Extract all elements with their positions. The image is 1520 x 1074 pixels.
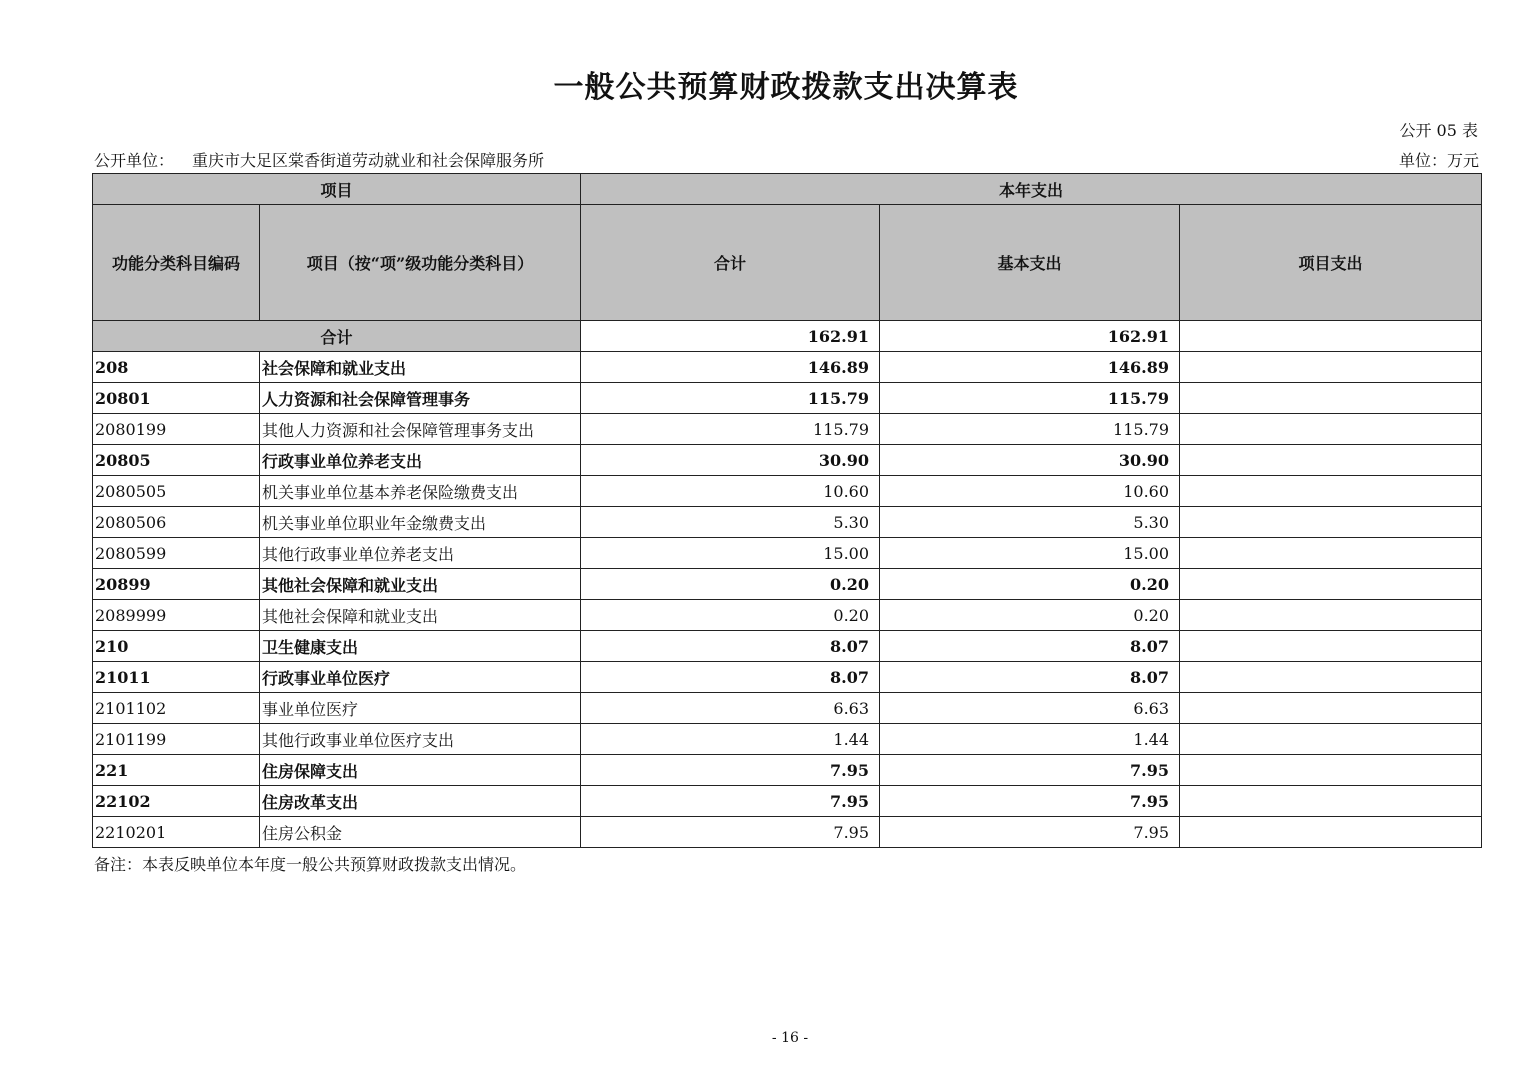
row-code: 210 bbox=[93, 631, 260, 662]
row-basic: 0.20 bbox=[880, 600, 1180, 631]
row-basic: 7.95 bbox=[880, 786, 1180, 817]
row-project bbox=[1180, 538, 1482, 569]
row-basic: 1.44 bbox=[880, 724, 1180, 755]
row-code: 208 bbox=[93, 352, 260, 383]
row-total: 7.95 bbox=[581, 786, 880, 817]
row-total: 1.44 bbox=[581, 724, 880, 755]
row-project bbox=[1180, 445, 1482, 476]
row-name: 机关事业单位职业年金缴费支出 bbox=[260, 507, 581, 538]
header-row-1 bbox=[93, 174, 1482, 205]
row-project bbox=[1180, 352, 1482, 383]
page-number: - 16 - bbox=[771, 1030, 809, 1046]
table-row bbox=[93, 631, 1482, 662]
row-code: 2210201 bbox=[93, 817, 260, 848]
row-project bbox=[1180, 755, 1482, 786]
table-row bbox=[93, 445, 1482, 476]
form-number: 公开 05 表 bbox=[1399, 121, 1478, 140]
org-info bbox=[94, 148, 544, 171]
row-code: 2080199 bbox=[93, 414, 260, 445]
header-project-expense: 项目支出 bbox=[1180, 205, 1482, 321]
row-name: 住房保障支出 bbox=[260, 755, 581, 786]
total-project-value bbox=[1180, 321, 1482, 352]
row-basic: 115.79 bbox=[880, 414, 1180, 445]
total-value: 162.91 bbox=[581, 321, 880, 352]
row-name: 住房公积金 bbox=[260, 817, 581, 848]
row-name: 行政事业单位医疗 bbox=[260, 662, 581, 693]
header-row-2 bbox=[93, 205, 1482, 321]
row-total: 146.89 bbox=[581, 352, 880, 383]
row-total: 115.79 bbox=[581, 383, 880, 414]
row-project bbox=[1180, 662, 1482, 693]
row-project bbox=[1180, 569, 1482, 600]
row-total: 10.60 bbox=[581, 476, 880, 507]
row-basic: 7.95 bbox=[880, 817, 1180, 848]
row-total: 6.63 bbox=[581, 693, 880, 724]
row-basic: 15.00 bbox=[880, 538, 1180, 569]
header-code: 功能分类科目编码 bbox=[93, 205, 260, 321]
row-total: 7.95 bbox=[581, 817, 880, 848]
header-project: 项目 bbox=[93, 174, 581, 205]
table-row bbox=[93, 817, 1482, 848]
row-basic: 6.63 bbox=[880, 693, 1180, 724]
row-total: 0.20 bbox=[581, 569, 880, 600]
row-code: 2080506 bbox=[93, 507, 260, 538]
row-name: 其他行政事业单位医疗支出 bbox=[260, 724, 581, 755]
row-total: 8.07 bbox=[581, 631, 880, 662]
row-project bbox=[1180, 383, 1482, 414]
header-basic: 基本支出 bbox=[880, 205, 1180, 321]
table-row bbox=[93, 538, 1482, 569]
table-row bbox=[93, 662, 1482, 693]
row-code: 21011 bbox=[93, 662, 260, 693]
row-name: 住房改革支出 bbox=[260, 786, 581, 817]
table-row bbox=[93, 600, 1482, 631]
row-total: 7.95 bbox=[581, 755, 880, 786]
row-basic: 5.30 bbox=[880, 507, 1180, 538]
row-basic: 7.95 bbox=[880, 755, 1180, 786]
row-name: 其他社会保障和就业支出 bbox=[260, 600, 581, 631]
table-row bbox=[93, 786, 1482, 817]
table-row bbox=[93, 352, 1482, 383]
row-project bbox=[1180, 476, 1482, 507]
org-name: 重庆市大足区棠香街道劳动就业和社会保障服务所 bbox=[192, 151, 545, 170]
table-row bbox=[93, 693, 1482, 724]
footnote: 备注：本表反映单位本年度一般公共预算财政拨款支出情况。 bbox=[94, 855, 527, 874]
table-row bbox=[93, 507, 1482, 538]
row-code: 20801 bbox=[93, 383, 260, 414]
row-project bbox=[1180, 414, 1482, 445]
row-code: 2101102 bbox=[93, 693, 260, 724]
row-basic: 8.07 bbox=[880, 631, 1180, 662]
row-basic: 8.07 bbox=[880, 662, 1180, 693]
row-project bbox=[1180, 600, 1482, 631]
table-row bbox=[93, 414, 1482, 445]
row-total: 0.20 bbox=[581, 600, 880, 631]
row-code: 2089999 bbox=[93, 600, 260, 631]
header-total: 合计 bbox=[581, 205, 880, 321]
total-basic-value: 162.91 bbox=[880, 321, 1180, 352]
row-total: 5.30 bbox=[581, 507, 880, 538]
row-code: 22102 bbox=[93, 786, 260, 817]
total-row bbox=[93, 321, 1482, 352]
table-row bbox=[93, 724, 1482, 755]
row-code: 221 bbox=[93, 755, 260, 786]
row-total: 8.07 bbox=[581, 662, 880, 693]
table-row bbox=[93, 755, 1482, 786]
table-row bbox=[93, 569, 1482, 600]
row-basic: 146.89 bbox=[880, 352, 1180, 383]
row-project bbox=[1180, 631, 1482, 662]
row-name: 其他行政事业单位养老支出 bbox=[260, 538, 581, 569]
unit-label: 单位：万元 bbox=[1398, 151, 1479, 170]
row-total: 30.90 bbox=[581, 445, 880, 476]
expenditure-table bbox=[92, 173, 1482, 848]
row-total: 15.00 bbox=[581, 538, 880, 569]
total-label: 合计 bbox=[93, 321, 581, 352]
row-name: 其他人力资源和社会保障管理事务支出 bbox=[260, 414, 581, 445]
row-project bbox=[1180, 724, 1482, 755]
table-row bbox=[93, 476, 1482, 507]
row-name: 其他社会保障和就业支出 bbox=[260, 569, 581, 600]
row-name: 人力资源和社会保障管理事务 bbox=[260, 383, 581, 414]
row-name: 社会保障和就业支出 bbox=[260, 352, 581, 383]
row-code: 2101199 bbox=[93, 724, 260, 755]
table-row bbox=[93, 383, 1482, 414]
row-code: 2080599 bbox=[93, 538, 260, 569]
row-basic: 115.79 bbox=[880, 383, 1180, 414]
row-name: 机关事业单位基本养老保险缴费支出 bbox=[260, 476, 581, 507]
row-name: 事业单位医疗 bbox=[260, 693, 581, 724]
row-project bbox=[1180, 786, 1482, 817]
row-project bbox=[1180, 693, 1482, 724]
row-code: 20899 bbox=[93, 569, 260, 600]
row-name: 行政事业单位养老支出 bbox=[260, 445, 581, 476]
row-basic: 30.90 bbox=[880, 445, 1180, 476]
row-code: 2080505 bbox=[93, 476, 260, 507]
org-label: 公开单位： bbox=[94, 151, 175, 170]
row-total: 115.79 bbox=[581, 414, 880, 445]
row-code: 20805 bbox=[93, 445, 260, 476]
unit-line bbox=[94, 148, 1479, 170]
header-current-year: 本年支出 bbox=[581, 174, 1482, 205]
row-project bbox=[1180, 817, 1482, 848]
header-item: 项目（按“项”级功能分类科目） bbox=[260, 205, 581, 321]
row-project bbox=[1180, 507, 1482, 538]
row-name: 卫生健康支出 bbox=[260, 631, 581, 662]
page-title: 一般公共预算财政拨款支出决算表 bbox=[553, 70, 1019, 105]
row-basic: 10.60 bbox=[880, 476, 1180, 507]
row-basic: 0.20 bbox=[880, 569, 1180, 600]
